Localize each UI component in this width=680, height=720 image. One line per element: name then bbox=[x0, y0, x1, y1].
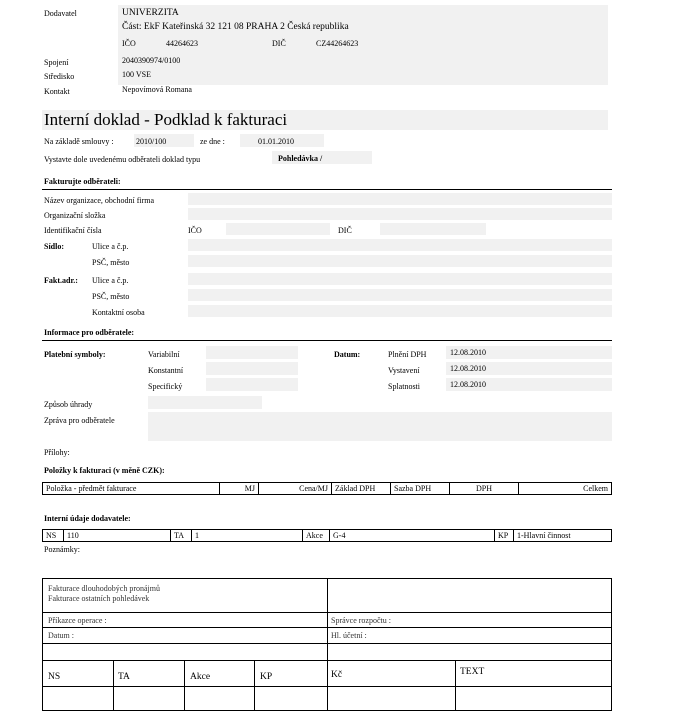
customer-ico-label: IČO bbox=[188, 226, 202, 235]
posting-line2: Fakturace ostatních pohledávek bbox=[48, 594, 150, 603]
col-unit: MJ bbox=[220, 483, 259, 495]
specific-label: Specifický bbox=[148, 382, 183, 391]
items-heading: Položky k fakturaci (v měně CZK): bbox=[44, 466, 165, 475]
payment-label: Způsob úhrady bbox=[44, 400, 93, 409]
page-title: Interní doklad - Podklad k fakturaci bbox=[44, 110, 288, 129]
org-label: Název organizace, obchodní firma bbox=[44, 196, 155, 205]
posting-col-akce: Akce bbox=[190, 672, 211, 682]
dates-label: Datum: bbox=[334, 350, 361, 359]
ns-value: 110 bbox=[64, 530, 171, 542]
notes-label: Poznámky: bbox=[44, 545, 80, 554]
psc2-label: PSČ, město bbox=[92, 292, 130, 301]
supplier-dic: CZ44264623 bbox=[316, 39, 359, 48]
budget-label: Správce rozpočtu : bbox=[331, 616, 391, 625]
connection-label: Spojení bbox=[44, 58, 69, 67]
center-value: 100 VSE bbox=[122, 70, 151, 79]
kp-label: KP bbox=[495, 530, 514, 542]
internal-row bbox=[43, 530, 612, 542]
issued-date: 12.08.2010 bbox=[450, 364, 486, 373]
seat-label: Sídlo: bbox=[44, 242, 65, 251]
issue-label: Vystavte dole uvedenému odběrateli doklad typu bbox=[44, 155, 201, 164]
posting-col-ns: NS bbox=[48, 672, 61, 682]
ta-value: 1 bbox=[192, 530, 303, 542]
customer-contact-label: Kontaktní osoba bbox=[92, 308, 145, 317]
ns-label: NS bbox=[43, 530, 64, 542]
supplier-dic-label: DIČ bbox=[272, 39, 286, 48]
contract-date: 01.01.2010 bbox=[258, 137, 294, 146]
psc-label: PSČ, město bbox=[92, 258, 130, 267]
supplier-address: Část: EkF Kateřinská 32 121 08 PRAHA 2 Česká republika bbox=[122, 22, 349, 32]
street2-label: Ulice a č.p. bbox=[92, 276, 129, 285]
customer-heading: Fakturujte odběrateli: bbox=[44, 177, 121, 186]
kp-value: 1-Hlavní činnost bbox=[514, 530, 612, 542]
ident-label: Identifikační čísla bbox=[44, 226, 102, 235]
due-date-label: Splatnosti bbox=[388, 382, 421, 391]
center-label: Středisko bbox=[44, 72, 75, 81]
vat-date-label: Plnění DPH bbox=[388, 350, 427, 359]
constant-label: Konstantní bbox=[148, 366, 184, 375]
ta-label: TA bbox=[171, 530, 192, 542]
posting-col-kc: Kč bbox=[331, 670, 343, 680]
info-heading: Informace pro odběratele: bbox=[44, 328, 135, 337]
issue-type: Pohledávka / bbox=[278, 154, 323, 163]
col-price: Cena/MJ bbox=[259, 483, 332, 495]
message-label: Zpráva pro odběratele bbox=[44, 416, 115, 425]
account-label: Hl. účetní : bbox=[331, 631, 367, 640]
supplier-label: Dodavatel bbox=[44, 9, 77, 18]
akce-label: Akce bbox=[303, 530, 330, 542]
supplier-ico: 44264623 bbox=[166, 39, 198, 48]
supplier-name: UNIVERZITA bbox=[122, 8, 179, 18]
contact-value: Nepovímová Romana bbox=[122, 85, 192, 94]
billing-label: Fakt.adr.: bbox=[44, 276, 78, 285]
col-item: Položka - předmět fakturace bbox=[43, 483, 220, 495]
akce-value: G-4 bbox=[330, 530, 495, 542]
items-table bbox=[42, 482, 612, 495]
col-vat: DPH bbox=[450, 483, 519, 495]
attachments-label: Přílohy: bbox=[44, 448, 70, 457]
street-label: Ulice a č.p. bbox=[92, 242, 129, 251]
internal-table bbox=[42, 529, 612, 542]
customer-dic-label: DIČ bbox=[338, 226, 352, 235]
unit-label: Organizační složka bbox=[44, 211, 106, 220]
col-total: Celkem bbox=[519, 483, 612, 495]
posting-col-ta: TA bbox=[118, 672, 130, 682]
date-label: Datum : bbox=[48, 631, 74, 640]
supplier-ico-label: IČO bbox=[122, 39, 136, 48]
posting-line1: Fakturace dlouhodobých pronájmů bbox=[48, 584, 160, 593]
issued-date-label: Vystavení bbox=[388, 366, 420, 375]
items-header-row bbox=[43, 483, 612, 495]
internal-heading: Interní údaje dodavatele: bbox=[44, 514, 131, 523]
contract-label: Na základě smlouvy : bbox=[44, 137, 114, 146]
contract-date-label: ze dne : bbox=[200, 137, 225, 146]
connection-value: 2040390974/0100 bbox=[122, 56, 181, 65]
approver-label: Příkazce operace : bbox=[48, 616, 107, 625]
due-date: 12.08.2010 bbox=[450, 380, 486, 389]
contract-number: 2010/100 bbox=[136, 137, 167, 146]
contact-label: Kontakt bbox=[44, 87, 70, 96]
posting-col-kp: KP bbox=[260, 672, 273, 682]
vat-date: 12.08.2010 bbox=[450, 348, 486, 357]
posting-col-text: TEXT bbox=[460, 667, 485, 677]
symbols-label: Platební symboly: bbox=[44, 350, 106, 359]
col-base: Základ DPH bbox=[332, 483, 391, 495]
variable-label: Variabilní bbox=[148, 350, 180, 359]
col-rate: Sazba DPH bbox=[391, 483, 450, 495]
